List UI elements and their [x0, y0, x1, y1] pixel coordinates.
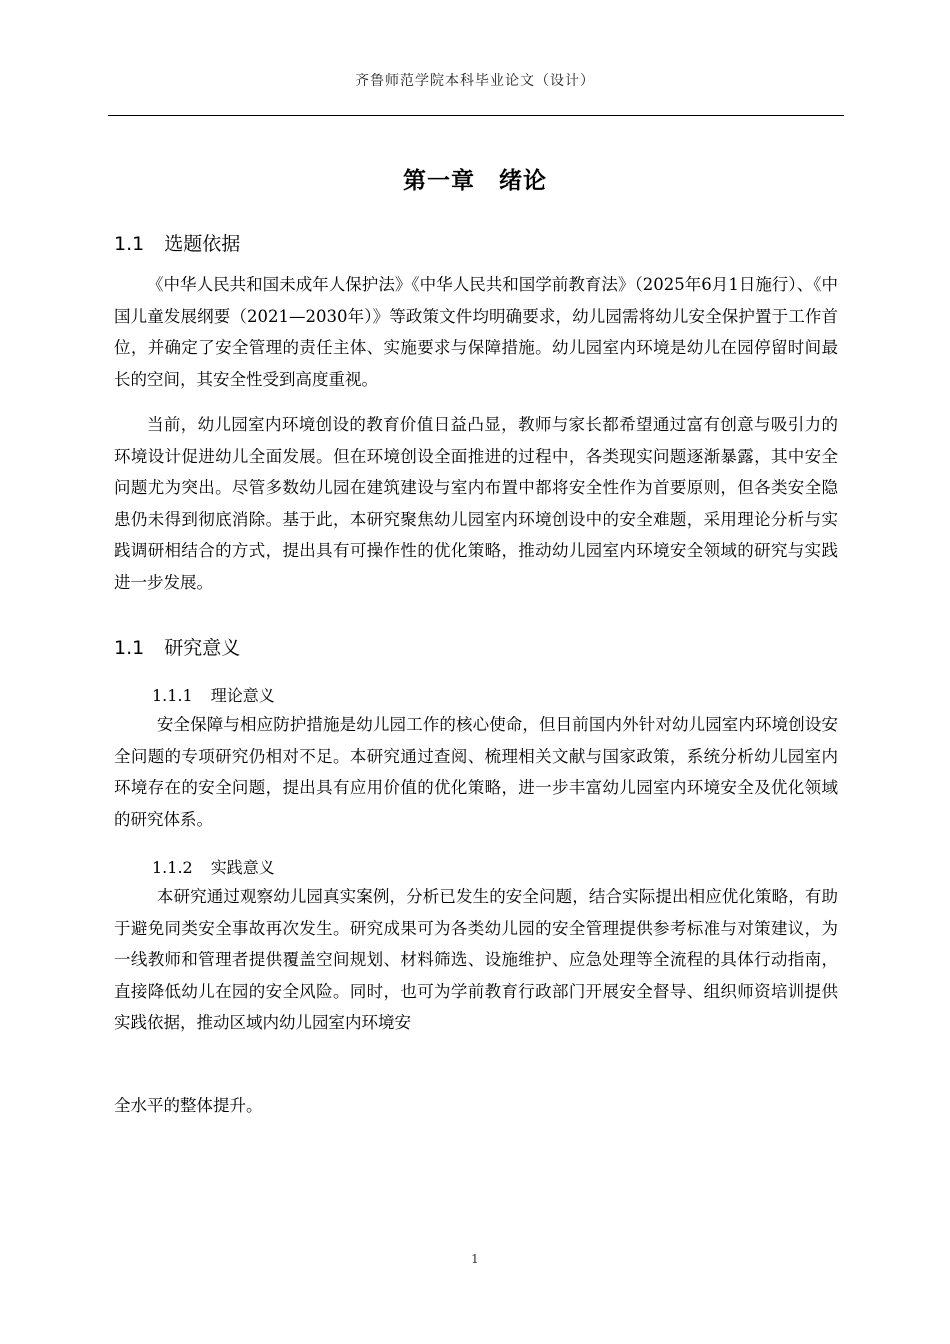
subsection-heading-practical	[152, 855, 275, 878]
subsection-number: 1.1.2	[152, 858, 193, 877]
paragraph-practical-significance: 本研究通过观察幼儿园真实案例，分析已发生的安全问题，结合实际提出相应优化策略，有助于避免同类安全事故再次发生。研究成果可为各类幼儿园的安全管理提供参考标准与对策建议，为一线教师和管理者提供覆盖空间规划、材料筛选、设施维护、应急处理等全流程的具体行动指南，直接降低幼儿在园的安全风险。同时，也可为学前教育行政部门开展安全督导、组织师资培训提供实践依据，推动区域内幼儿园室内环境安	[114, 887, 838, 1032]
paragraph-theoretical-significance: 安全保障与相应防护措施是幼儿园工作的核心使命，但目前国内外针对幼儿园室内环境创设安全问题的专项研究仍相对不足。本研究通过查阅、梳理相关文献与国家政策，系统分析幼儿园室内环境存在的安全问题，提出具有应用价值的优化策略，进一步丰富幼儿园室内环境安全及优化领域的研究体系。	[114, 715, 838, 829]
subsection-heading-theoretical	[152, 683, 275, 706]
section-heading-topic-basis	[114, 229, 240, 256]
page-number: 1	[471, 1252, 479, 1266]
section-heading-research-significance	[114, 633, 240, 660]
subsection-title: 理论意义	[210, 686, 275, 705]
header-divider	[108, 115, 844, 116]
running-header-title: 齐鲁师范学院本科毕业论文（设计）	[355, 73, 595, 89]
paragraph-policy-basis: 《中华人民共和国未成年人保护法》《中华人民共和国学前教育法》（2025年6月1日施行）、《中国儿童发展纲要（2021—2030年）》等政策文件均明确要求，幼儿园需将幼儿安全保护置于工作首位，并确定了安全管理的责任主体、实施要求与保障措施。幼儿园室内环境是幼儿在园停留时间最长的空间，其安全性受到高度重视。	[114, 275, 838, 389]
section-title: 选题依据	[164, 233, 241, 255]
section-number: 1.1	[114, 637, 145, 659]
paragraph-practical-continuation: 全水平的整体提升。	[114, 1096, 263, 1115]
section-title: 研究意义	[164, 637, 241, 659]
section-number: 1.1	[114, 233, 145, 255]
chapter-title: 第一章 绪论	[403, 168, 547, 194]
subsection-number: 1.1.1	[152, 686, 193, 705]
paragraph-current-situation: 当前，幼儿园室内环境创设的教育价值日益凸显，教师与家长都希望通过富有创意与吸引力的环境设计促进幼儿全面发展。但在环境创设全面推进的过程中，各类现实问题逐渐暴露，其中安全问题尤为突出。尽管多数幼儿园在建筑建设与室内布置中都将安全性作为首要原则，但各类安全隐患仍未得到彻底消除。基于此，本研究聚焦幼儿园室内环境创设中的安全难题，采用理论分析与实践调研相结合的方式，提出具有可操作性的优化策略，推动幼儿园室内环境安全领域的研究与实践进一步发展。	[114, 415, 838, 592]
subsection-title: 实践意义	[210, 858, 275, 877]
